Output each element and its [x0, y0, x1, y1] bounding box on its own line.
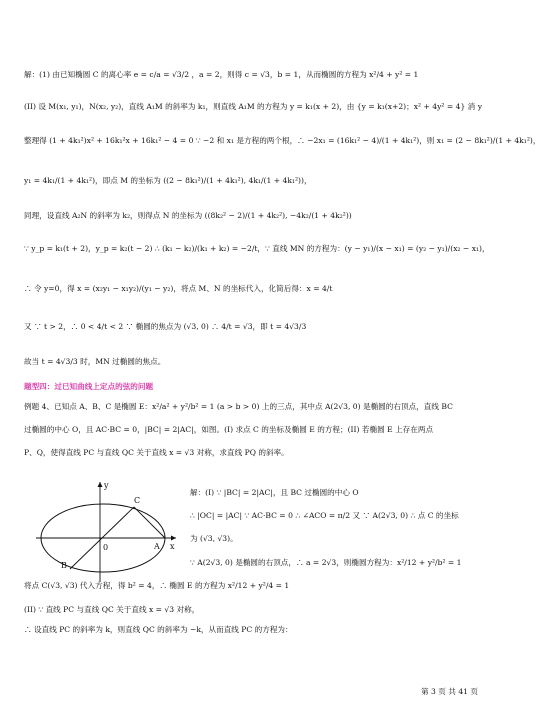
line-mn-equation-line: ∵ y_p = k₁(t + 2)，y_p = k₂(t − 2) ∴ (k₁ − k₂)/(k₁ + k₂) = −2/t，∵ 直线 MN 的方程为：(y − y₁)/(x − x₁) = (y₂ − y₁)/(x₂ − x₁)，: [24, 244, 490, 253]
point-b-label: B: [61, 561, 67, 570]
x-axis-label: x: [170, 542, 175, 551]
x-intercept-line: ∴ 令 y=0，得 x = (x₂y₁ − x₁y₂)/(y₁ − y₂)，将点 M、N 的坐标代入，化简后得：x = 4/t: [24, 284, 333, 293]
y-axis-arrow: [98, 482, 103, 487]
conclusion-line: 故当 t = 4√3/3 时，MN 过椭圆的焦点。: [24, 357, 166, 366]
part2-slope-line: ∴ 设直线 PC 的斜率为 k，则直线 QC 的斜率为 −k，从而直线 PC 的方程为：: [24, 625, 293, 634]
ellipse-figure: [30, 478, 180, 584]
solution-i-line4: ∵ A(2√3, 0) 是椭圆的右顶点，∴ a = 2√3，则椭圆方程为：x²/12 + y²/b² = 1: [190, 558, 462, 567]
ellipse-equation-line: 将点 C(√3, √3) 代入方程，得 b² = 4，∴ 椭圆 E 的方程为 x²/12 + y²/4 = 1: [24, 581, 290, 590]
origin-label: 0: [103, 543, 109, 552]
point-c-label: C: [134, 496, 141, 505]
segment-ac: [134, 507, 165, 538]
point-a-label: A: [154, 542, 160, 551]
y-axis-label: y: [104, 481, 109, 490]
solution-part2-line: (II) 设 M(x₁, y₁)，N(x₂, y₂)，直线 A₁M 的斜率为 k₁，则直线 A₁M 的方程为 y = k₁(x + 2)，由 {y = k₁(x+2)；x² + 4y² = 4} 消 y: [24, 102, 482, 111]
focus-condition-line: 又 ∵ t > 2，∴ 0 < 4/t < 2 ∵ 椭圆的焦点为 (√3, 0) ∴ 4/t = √3，即 t = 4√3/3: [24, 322, 307, 331]
solution-i-line2: ∴ |OC| = |AC| ∵ AC·BC = 0 ∴ ∠ACO = π/2 又 ∵ A(2√3, 0) ∴ 点 C 的坐标: [190, 511, 459, 520]
page-footer: 第 3 页 共 41 页: [421, 687, 478, 696]
equation-roots-line: 整理得 (1 + 4k₁²)x² + 16k₁²x + 16k₁² − 4 = 0 ∵ −2 和 x₁ 是方程的两个根，∴ −2x₁ = (16k₁² − 4)/(1 + 4k₁²)，则 x₁ = (2 − 8k₁²)/(1 + 4k₁²)，: [24, 136, 540, 145]
example4-line1: 例题 4、已知点 A、B、C 是椭圆 E：x²/a² + y²/b² = 1 (a > b > 0) 上的三点，其中点 A(2√3, 0) 是椭圆的右顶点，直线 BC: [24, 402, 453, 411]
x-axis-arrow: [171, 536, 176, 541]
example4-line2: 过椭圆的中心 O，且 AC·BC = 0，|BC| = 2|AC|，如图。(I) 求点 C 的坐标及椭圆 E 的方程；(II) 若椭圆 E 上存在两点: [24, 425, 434, 434]
solution-part1-line: 解：(1) 由已知椭圆 C 的离心率 e = c/a = √3/2 ，a = 2，则得 c = √3，b = 1，从而椭圆的方程为 x²/4 + y² = 1: [24, 70, 419, 79]
example4-line3: P、Q，使得直线 PC 与直线 QC 关于直线 x = √3 对称，求直线 PQ 的斜率。: [24, 448, 289, 457]
point-n-coordinates-line: 同理，设直线 A₂N 的斜率为 k₂，则得点 N 的坐标为 ((8k₂² − 2)/(1 + 4k₂²), −4k₂/(1 + 4k₂²)): [24, 211, 352, 220]
point-m-coordinates-line: y₁ = 4k₁/(1 + 4k₁²)，即点 M 的坐标为 ((2 − 8k₁²)/(1 + 4k₁²), 4k₁/(1 + 4k₁²))，: [24, 176, 312, 185]
section-title: 题型四：过已知曲线上定点的弦的问题: [24, 382, 154, 391]
part2-symmetry-line: (II) ∵ 直线 PC 与直线 QC 关于直线 x = √3 对称，: [24, 605, 200, 614]
solution-i-line3: 为 (√3, √3)。: [190, 534, 238, 543]
solution-i-line1: 解：(I) ∵ |BC| = 2|AC|，且 BC 过椭圆的中心 O: [190, 488, 359, 497]
